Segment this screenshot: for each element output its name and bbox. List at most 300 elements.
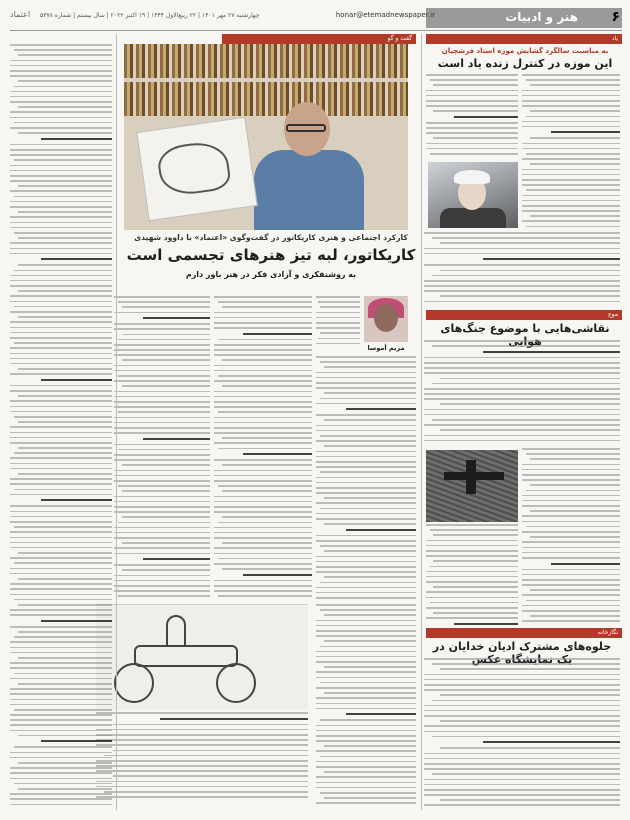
text-line (122, 385, 210, 387)
text-line (426, 122, 518, 124)
text-line (426, 581, 518, 583)
text-line (483, 351, 620, 353)
text-line (10, 363, 112, 365)
text-line (214, 511, 312, 513)
text-line (114, 501, 210, 503)
text-line (424, 763, 620, 765)
text-line (122, 542, 210, 544)
text-line (214, 427, 312, 429)
text-line (114, 564, 210, 566)
text-line (18, 264, 112, 266)
text-line (10, 154, 112, 156)
text-line (530, 163, 620, 165)
story1-pre-title: به مناسبت سالگرد گشایش موزه استاد فرشچیان (441, 47, 609, 55)
text-line (424, 684, 620, 686)
text-line (440, 429, 620, 431)
text-line (10, 662, 112, 664)
text-line (522, 547, 620, 549)
text-line (316, 656, 416, 658)
text-line (114, 391, 210, 393)
text-line (424, 340, 620, 342)
text-line (316, 620, 416, 622)
text-line (113, 775, 308, 777)
text-line (114, 537, 210, 539)
text-line (424, 674, 620, 676)
main-photo (124, 44, 408, 230)
text-line (426, 555, 518, 557)
story1-body-a (522, 74, 620, 234)
text-line (320, 582, 416, 584)
text-line (424, 393, 620, 395)
text-line (324, 771, 416, 773)
text-line (10, 96, 112, 98)
story1-body-c (424, 232, 620, 308)
text-line (316, 697, 416, 699)
text-line (424, 280, 620, 282)
text-line (10, 568, 112, 570)
text-line (122, 306, 210, 308)
text-line (10, 531, 112, 533)
text-line (10, 406, 112, 408)
text-line (10, 432, 112, 434)
text-line (10, 190, 112, 192)
text-line (10, 641, 112, 643)
text-line (316, 317, 360, 319)
text-line (114, 575, 210, 577)
text-line (214, 401, 312, 403)
text-line (10, 65, 112, 67)
text-line (214, 480, 312, 482)
text-line (18, 683, 112, 685)
text-line (454, 623, 518, 625)
text-line (522, 220, 620, 222)
text-line (10, 699, 112, 701)
text-line (440, 668, 620, 670)
text-line (243, 453, 312, 455)
text-line (10, 804, 112, 806)
text-line (18, 80, 112, 82)
text-line (114, 480, 210, 482)
text-line (526, 453, 620, 455)
text-line (324, 366, 416, 368)
author-avatar (364, 296, 408, 342)
text-line (10, 573, 112, 575)
text-line (214, 537, 312, 539)
text-line (526, 600, 620, 602)
text-line (424, 424, 620, 426)
text-line (14, 232, 112, 234)
text-line (114, 470, 210, 472)
text-line (96, 729, 308, 731)
text-line (440, 720, 620, 722)
text-line (243, 574, 312, 576)
text-line (114, 396, 210, 398)
text-line (424, 409, 620, 411)
text-line (316, 387, 416, 389)
text-line (214, 432, 312, 434)
text-line (433, 586, 518, 588)
text-line (316, 556, 416, 558)
text-line (10, 798, 112, 800)
main-body-col1b (316, 356, 416, 602)
text-line (14, 783, 112, 785)
text-line (214, 501, 312, 503)
text-line (222, 490, 312, 492)
text-line (324, 640, 416, 642)
text-line (10, 373, 112, 375)
text-line (214, 580, 312, 582)
text-line (114, 444, 210, 446)
main-sub-title: کارکرد اجتماعی و هنری کاریکاتور در گفت‌وگوی «اعتماد» با داوود شهیدی (134, 233, 408, 242)
text-line (316, 440, 416, 442)
text-line (424, 804, 620, 806)
text-line (320, 361, 416, 363)
issue-date: چهارشنبه ۲۷ مهر ۱۴۰۱ | ۲۲ ربیع‌الاول ۱۴۴۴ | ۱۹ اکتبر ۲۰۲۲ | سال بیستم | شماره ۵۳۷۸ (40, 12, 260, 19)
text-line (522, 158, 620, 160)
text-line (18, 735, 112, 737)
text-line (114, 406, 210, 408)
text-line (222, 516, 312, 518)
text-line (522, 500, 620, 502)
text-line (316, 787, 416, 789)
text-line (320, 508, 416, 510)
story3-body (424, 658, 620, 812)
text-line (316, 571, 416, 573)
main-headline[interactable]: کاریکاتور، لبه تیز هنرهای تجسمی است (126, 246, 416, 264)
text-line (522, 74, 620, 76)
text-line (522, 541, 620, 543)
text-line (214, 417, 312, 419)
story1-kicker: یاد (426, 34, 622, 44)
text-line (214, 354, 312, 356)
text-line (214, 317, 312, 319)
text-line (10, 588, 112, 590)
text-line (114, 422, 210, 424)
text-line (214, 547, 312, 549)
text-line (522, 505, 620, 507)
text-line (320, 332, 360, 334)
text-line (526, 116, 620, 118)
text-line (114, 496, 210, 498)
text-line (114, 427, 210, 429)
text-line (522, 148, 620, 150)
text-line (316, 322, 360, 324)
text-line (214, 475, 312, 477)
text-line (10, 647, 112, 649)
text-line (10, 457, 112, 459)
text-line (10, 463, 112, 465)
text-line (324, 392, 416, 394)
text-line (10, 609, 112, 611)
text-line (316, 430, 416, 432)
text-line (218, 375, 312, 377)
text-line (316, 802, 416, 804)
text-line (218, 558, 312, 560)
text-line (114, 454, 210, 456)
text-line (318, 338, 360, 340)
text-line (222, 359, 312, 361)
text-line (222, 464, 312, 466)
text-line (18, 552, 112, 554)
caricature-illustration (96, 604, 308, 710)
text-line (426, 550, 518, 552)
text-line (18, 788, 112, 790)
main-body-col4 (316, 604, 416, 810)
text-line (316, 566, 416, 568)
text-line (114, 365, 210, 367)
text-line (118, 301, 210, 303)
text-line (214, 459, 312, 461)
text-line (316, 761, 416, 763)
text-line (222, 385, 312, 387)
text-line (10, 91, 112, 93)
text-line (10, 719, 112, 721)
text-line (114, 532, 210, 534)
text-line (320, 435, 416, 437)
text-line (426, 127, 518, 129)
text-line (432, 700, 620, 702)
text-line (432, 736, 620, 738)
text-line (10, 301, 112, 303)
text-line (522, 184, 620, 186)
text-line (10, 483, 112, 485)
text-line (10, 321, 112, 323)
text-line (320, 306, 360, 308)
text-line (18, 290, 112, 292)
story1-title[interactable]: این موزه در کنترل زنده یاد است (437, 57, 613, 70)
text-line (218, 411, 312, 413)
text-line (530, 110, 620, 112)
text-line (324, 745, 416, 747)
text-line (316, 630, 416, 632)
text-line (316, 708, 416, 710)
text-line (114, 511, 210, 513)
text-line (433, 84, 518, 86)
text-line (18, 473, 112, 475)
text-line (10, 442, 112, 444)
story2-painting-photo (426, 450, 518, 522)
text-line (316, 677, 416, 679)
text-line (113, 750, 308, 752)
text-line (10, 693, 112, 695)
text-line (222, 568, 312, 570)
text-line (10, 704, 112, 706)
text-line (432, 275, 620, 277)
text-line (10, 688, 112, 690)
text-line (10, 222, 112, 224)
text-line (18, 106, 112, 108)
text-line (316, 461, 416, 463)
text-line (10, 175, 112, 177)
text-line (522, 174, 620, 176)
text-line (10, 165, 112, 167)
text-line (426, 143, 518, 145)
text-line (530, 137, 620, 139)
text-line (14, 196, 112, 198)
text-line (18, 185, 112, 187)
text-line (10, 494, 112, 496)
text-line (316, 661, 416, 663)
text-line (143, 438, 210, 440)
text-line (424, 689, 620, 691)
text-line (316, 492, 416, 494)
text-line (10, 75, 112, 77)
text-line (424, 758, 620, 760)
text-line (18, 132, 112, 134)
text-line (424, 264, 620, 266)
text-line (316, 502, 416, 504)
text-line (214, 553, 312, 555)
text-line (118, 522, 210, 524)
text-line (10, 521, 112, 523)
text-line (96, 781, 308, 783)
section-email[interactable]: honar@etemadnewspaper.ir (335, 11, 435, 19)
text-line (10, 358, 112, 360)
text-line (530, 615, 620, 617)
text-line (440, 403, 620, 405)
text-line (551, 131, 620, 133)
text-line (426, 105, 518, 107)
text-line (10, 547, 112, 549)
text-line (10, 542, 112, 544)
text-line (522, 100, 620, 102)
text-line (218, 595, 312, 597)
text-line (526, 79, 620, 81)
text-line (10, 385, 112, 387)
text-line (96, 786, 308, 788)
text-line (424, 435, 620, 437)
text-line (318, 301, 360, 303)
text-line (96, 760, 308, 762)
text-line (316, 740, 416, 742)
text-line (214, 349, 312, 351)
masthead (10, 8, 622, 28)
text-line (218, 485, 312, 487)
text-line (424, 362, 620, 364)
text-line (10, 60, 112, 62)
text-line (426, 591, 518, 593)
text-line (522, 126, 620, 128)
text-line (424, 367, 620, 369)
text-line (14, 122, 112, 124)
text-line (522, 90, 620, 92)
text-line (426, 148, 518, 150)
text-line (316, 513, 416, 515)
text-line (522, 620, 620, 622)
story3-title[interactable]: جلوه‌های مشترک ادیان خدایان در (432, 640, 612, 653)
text-line (10, 437, 112, 439)
text-line (96, 712, 308, 714)
text-line (118, 339, 210, 341)
text-line (316, 671, 416, 673)
text-line (10, 280, 112, 282)
text-line (320, 682, 416, 684)
text-line (424, 248, 620, 250)
text-line (10, 327, 112, 329)
text-line (122, 334, 210, 336)
text-line (10, 144, 112, 146)
text-line (316, 750, 416, 752)
text-line (424, 388, 620, 390)
text-line (424, 789, 620, 791)
text-line (18, 421, 112, 423)
text-line (316, 625, 416, 627)
left-divider (116, 34, 117, 810)
main-kicker: گفت و گو (222, 34, 416, 44)
text-line (316, 482, 416, 484)
text-line (114, 432, 210, 434)
text-line (118, 485, 210, 487)
text-line (14, 416, 112, 418)
text-line (522, 195, 620, 197)
text-line (114, 553, 210, 555)
text-line (118, 449, 210, 451)
text-line (122, 464, 210, 466)
text-line (18, 604, 112, 606)
text-line (522, 179, 620, 181)
text-line (522, 95, 620, 97)
text-line (316, 356, 416, 358)
text-line (96, 739, 308, 741)
text-line (10, 778, 112, 780)
text-line (10, 285, 112, 287)
text-line (440, 270, 620, 272)
text-line (551, 563, 620, 565)
text-line (522, 495, 620, 497)
text-line (14, 636, 112, 638)
text-line (10, 180, 112, 182)
text-line (440, 799, 620, 801)
text-line (424, 679, 620, 681)
text-line (522, 210, 620, 212)
text-line (114, 354, 210, 356)
text-line (320, 609, 416, 611)
text-line (526, 153, 620, 155)
text-line (222, 542, 312, 544)
text-line (114, 296, 210, 298)
text-line (96, 796, 308, 798)
text-line (320, 646, 416, 648)
story1-body-b (426, 74, 518, 160)
text-line (426, 571, 518, 573)
text-line (218, 339, 312, 341)
text-line (10, 757, 112, 759)
text-line (424, 731, 620, 733)
text-line (316, 703, 416, 705)
text-line (522, 205, 620, 207)
text-line (424, 768, 620, 770)
text-line (316, 725, 416, 727)
text-line (96, 744, 308, 746)
text-line (114, 417, 210, 419)
text-line (316, 477, 416, 479)
text-line (122, 569, 210, 571)
text-line (522, 143, 620, 145)
text-line (10, 170, 112, 172)
main-body-col1 (316, 296, 360, 352)
text-line (316, 687, 416, 689)
text-line (10, 101, 112, 103)
text-line (432, 419, 620, 421)
text-line (316, 372, 416, 374)
text-line (114, 547, 210, 549)
text-line (18, 762, 112, 764)
story2-kicker: موج (426, 310, 622, 320)
text-line (143, 558, 210, 560)
text-line (10, 537, 112, 539)
text-line (316, 414, 416, 416)
story2-title[interactable]: نقاشی‌هایی با موضوع جنگ‌های (440, 322, 610, 335)
